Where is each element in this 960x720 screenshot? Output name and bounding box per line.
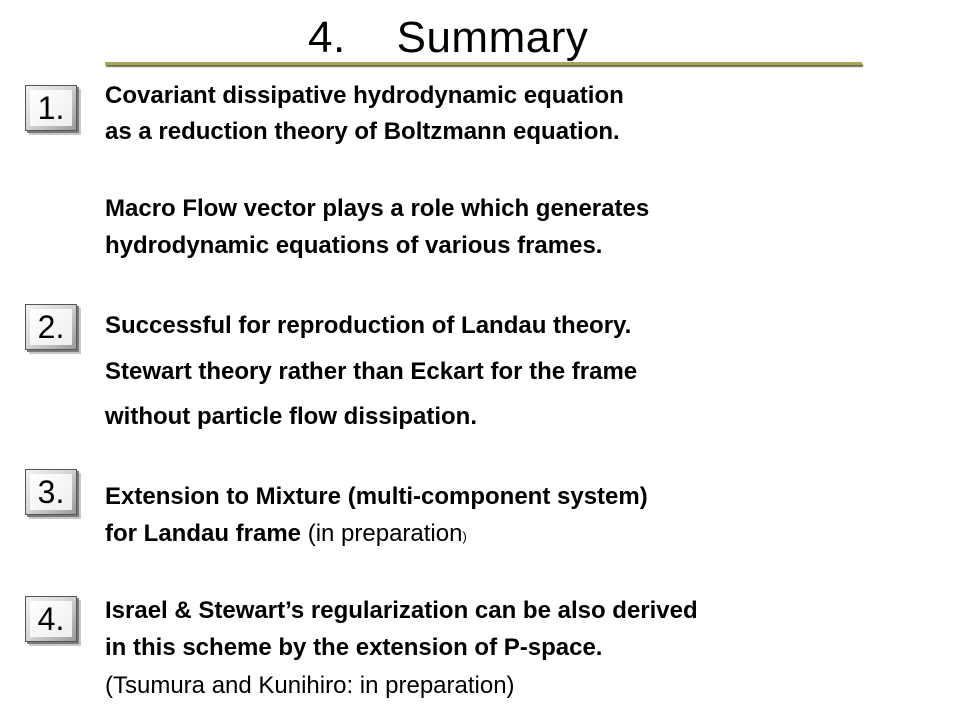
item-1-line-4: hydrodynamic equations of various frames. xyxy=(105,232,603,259)
page-title: 4. Summary xyxy=(308,13,589,62)
item-4-line-2: in this scheme by the extension of P-space. xyxy=(105,634,603,661)
item-3-line-2-close-paren: ) xyxy=(462,529,467,544)
item-1-number-badge xyxy=(25,85,77,131)
item-3-number-badge xyxy=(25,469,77,515)
item-1-line-1: Covariant dissipative hydrodynamic equation xyxy=(105,82,624,109)
item-3-line-2 xyxy=(105,516,467,554)
item-4-number: 4. xyxy=(30,601,72,637)
item-1-number: 1. xyxy=(30,90,72,126)
item-2-line-2: Stewart theory rather than Eckart for the frame xyxy=(105,358,638,385)
item-1-line-2: as a reduction theory of Boltzmann equation. xyxy=(105,118,620,145)
item-4-line-1: Israel & Stewart’s regularization can be also derived xyxy=(105,597,698,624)
item-2-line-3: without particle flow dissipation. xyxy=(105,403,478,430)
item-2-number-badge xyxy=(25,304,77,350)
item-3-line-1: Extension to Mixture (multi-component system) xyxy=(105,483,648,510)
item-4-number-badge xyxy=(25,596,77,642)
title-underline xyxy=(105,62,862,65)
item-3-line-2-normal: (in preparation xyxy=(301,520,463,547)
item-4-line-3: (Tsumura and Kunihiro: in preparation) xyxy=(105,672,515,699)
item-2-line-1: Successful for reproduction of Landau theory. xyxy=(105,312,632,339)
item-3-line-2-bold: for Landau frame xyxy=(105,520,302,547)
item-3-number: 3. xyxy=(30,474,72,510)
item-1-line-3: Macro Flow vector plays a role which generates xyxy=(105,195,650,222)
item-2-number: 2. xyxy=(30,309,72,345)
